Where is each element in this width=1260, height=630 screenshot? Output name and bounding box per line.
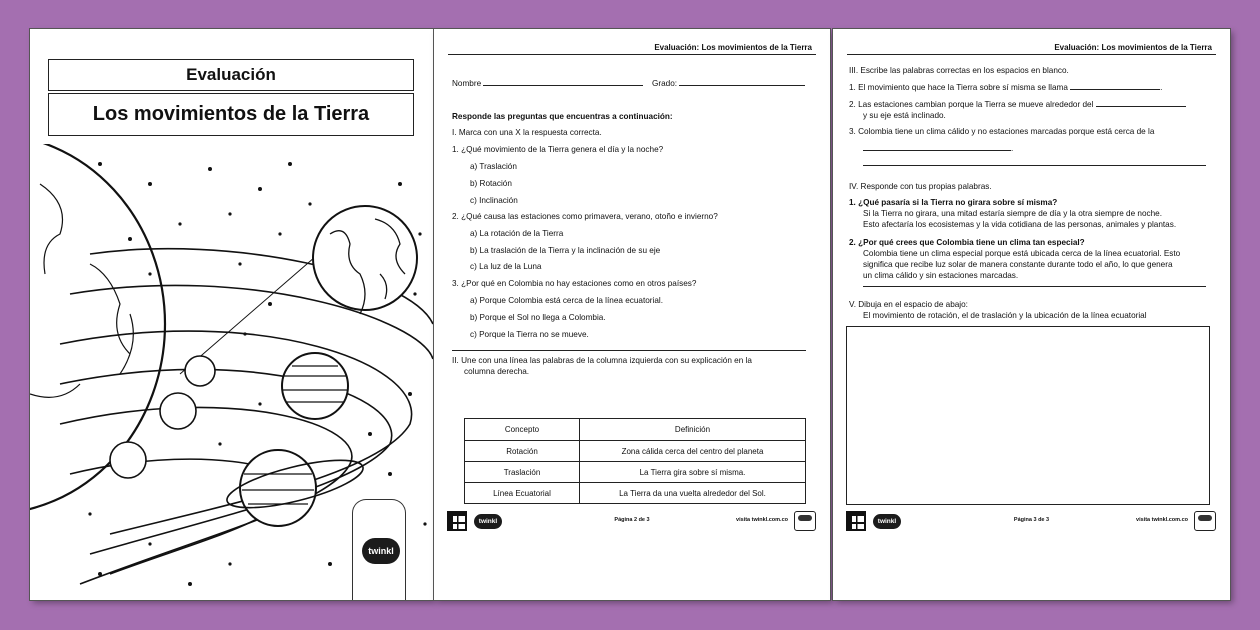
grade-label: Grado: (652, 79, 678, 88)
twinkl-logo: twinkl (474, 514, 502, 529)
question-2: 2. ¿Qué causa las estaciones como primavera, verano, otoño e invierno? (452, 212, 718, 221)
q3-option-a[interactable]: a) Porque Colombia está cerca de la línea ecuatorial. (470, 296, 663, 305)
header-divider (448, 54, 816, 55)
section-2-title-cont: columna derecha. (464, 367, 530, 376)
s4-question-1: 1. ¿Qué pasaría si la Tierra no girara sobre sí misma? (849, 198, 1058, 207)
twinkl-logo: twinkl (362, 538, 400, 564)
page-header: Evaluación: Los movimientos de la Tierra (654, 43, 812, 52)
cover-page (30, 29, 433, 600)
cover-subtitle: Los movimientos de la Tierra (48, 93, 414, 136)
s3-question-1: 1. El movimiento que hace la Tierra sobre sí misma se llama . (849, 83, 1163, 92)
q1-option-b[interactable]: b) Rotación (470, 179, 512, 188)
answer-blank[interactable] (1070, 82, 1160, 90)
matching-table (464, 418, 806, 504)
section-4-title: IV. Responde con tus propias palabras. (849, 182, 992, 191)
definition-cell[interactable]: La Tierra da una vuelta alrededor del Sol. (580, 483, 806, 504)
s4-answer-2-line-2: significa que recibe luz solar de manera constante durante todo el año, lo que genera (863, 260, 1173, 269)
badge-icon (1194, 511, 1216, 531)
section-3-title: III. Escribe las palabras correctas en los espacios en blanco. (849, 66, 1069, 75)
answer-blank[interactable] (1096, 99, 1186, 107)
concept-cell[interactable]: Rotación (465, 441, 580, 462)
s4-answer-1-line-2: Esto afectaría los ecosistemas y la vida cotidiana de las personas, animales y plantas. (863, 220, 1177, 229)
question-1: 1. ¿Qué movimiento de la Tierra genera el día y la noche? (452, 145, 664, 154)
table-header-definition: Definición (580, 419, 806, 441)
badge-icon (794, 511, 816, 531)
q2-option-c[interactable]: c) La luz de la Luna (470, 262, 542, 271)
concept-cell[interactable]: Línea Ecuatorial (465, 483, 580, 504)
s3-answer-line[interactable]: . (863, 143, 1013, 154)
site-link[interactable]: visita twinkl.com.co (736, 517, 788, 523)
section-1-title: I. Marca con una X la respuesta correcta. (452, 128, 602, 137)
instructions: Responde las preguntas que encuentras a continuación: (452, 112, 673, 121)
question-3: 3. ¿Por qué en Colombia no hay estaciones como en otros países? (452, 279, 697, 288)
section-5-subtitle: El movimiento de rotación, el de traslación y la ubicación de la línea ecuatorial (863, 311, 1147, 320)
table-row (465, 483, 806, 504)
definition-cell[interactable]: Zona cálida cerca del centro del planeta (580, 441, 806, 462)
q2-option-b[interactable]: b) La traslación de la Tierra y la inclinación de su eje (470, 246, 661, 255)
s3-question-3: 3. Colombia tiene un clima cálido y no estaciones marcadas porque está cerca de la (849, 127, 1155, 136)
s4-answer-1-line-1: Si la Tierra no girara, una mitad estaría siempre de día y la otra siempre de noche. (863, 209, 1162, 218)
drawing-area[interactable] (846, 326, 1210, 505)
table-row (465, 462, 806, 483)
s3-question-2-cont: y su eje está inclinado. (863, 111, 946, 120)
answer-line[interactable] (863, 286, 1206, 287)
q3-option-c[interactable]: c) Porque la Tierra no se mueve. (470, 330, 589, 339)
q2-option-a[interactable]: a) La rotación de la Tierra (470, 229, 564, 238)
page-footer (434, 511, 830, 541)
page-header: Evaluación: Los movimientos de la Tierra (1054, 43, 1212, 52)
section-2-title: II. Une con una línea las palabras de la columna izquierda con su explicación en la (452, 356, 752, 365)
page-footer (833, 511, 1230, 541)
s4-question-2: 2. ¿Por qué crees que Colombia tiene un clima tan especial? (849, 238, 1085, 247)
worksheet-page-3 (833, 29, 1230, 600)
s4-answer-2-line-1: Colombia tiene un clima especial porque está ubicada cerca de la línea ecuatorial. Esto (863, 249, 1181, 258)
definition-cell[interactable]: La Tierra gira sobre sí misma. (580, 462, 806, 483)
q3-option-b[interactable]: b) Porque el Sol no llega a Colombia. (470, 313, 606, 322)
s3-question-2: 2. Las estaciones cambian porque la Tierra se mueve alrededor del (849, 99, 1186, 110)
q1-option-a[interactable]: a) Traslación (470, 162, 517, 171)
grade-field[interactable] (652, 78, 805, 89)
name-label: Nombre (452, 79, 482, 88)
section-5-title: V. Dibuja en el espacio de abajo: (849, 300, 968, 309)
section-divider (452, 350, 806, 351)
name-field[interactable] (452, 78, 643, 89)
table-header-concept: Concepto (465, 419, 580, 441)
header-divider (847, 54, 1216, 55)
q1-option-c[interactable]: c) Inclinación (470, 196, 518, 205)
concept-cell[interactable]: Traslación (465, 462, 580, 483)
table-row (465, 441, 806, 462)
page-number: Página 3 de 3 (1013, 517, 1050, 523)
site-link[interactable]: visita twinkl.com.co (1136, 517, 1188, 523)
logo-tab (352, 499, 406, 600)
twinkl-logo: twinkl (873, 514, 901, 529)
worksheet-page-2 (434, 29, 830, 600)
page-number: Página 2 de 3 (614, 517, 650, 523)
answer-line[interactable] (863, 165, 1206, 166)
cover-title: Evaluación (48, 59, 414, 91)
s4-answer-2-line-3: un clima cálido y sin estaciones marcadas. (863, 271, 1019, 280)
